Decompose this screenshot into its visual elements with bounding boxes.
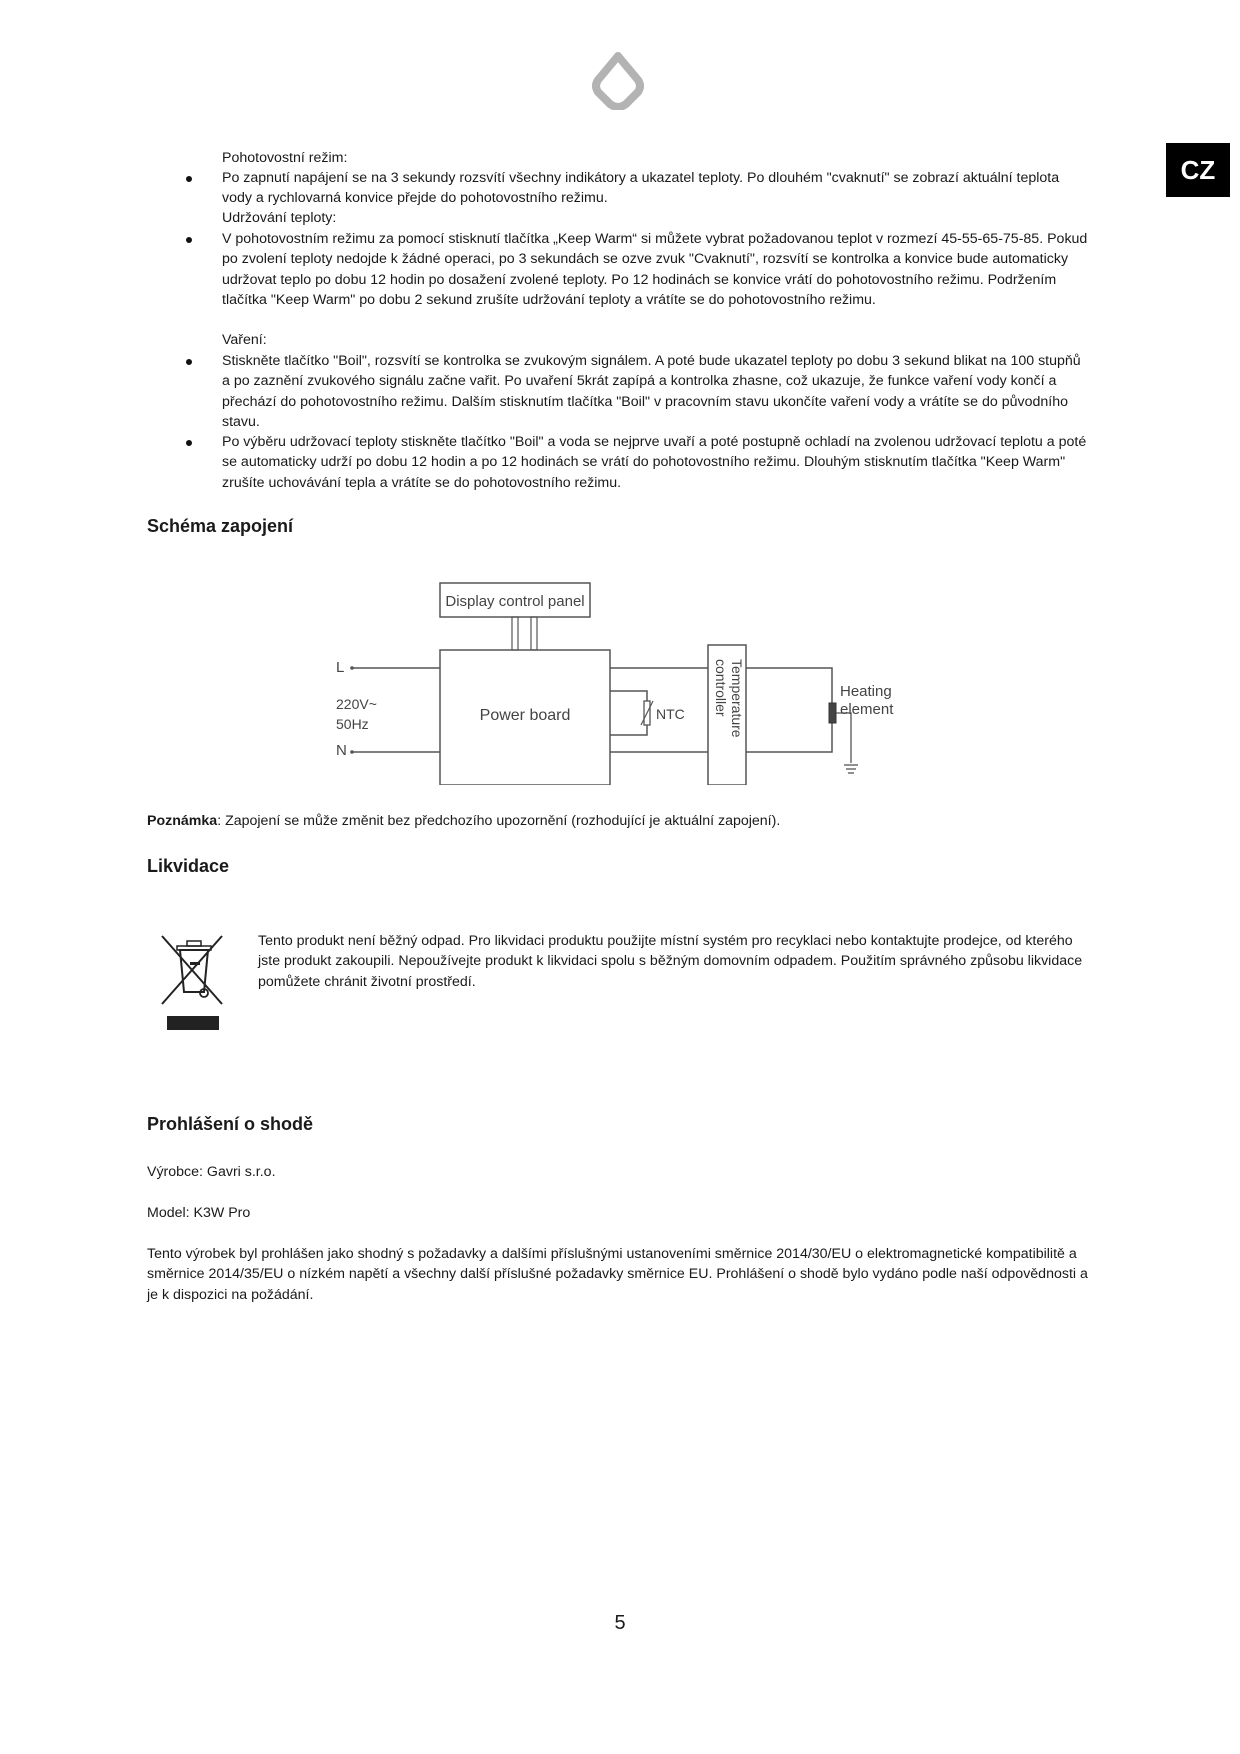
line-label: L [336,659,345,676]
language-badge: CZ [1166,143,1230,197]
wiring-heading: Schéma zapojení [147,516,294,536]
disposal-heading: Likvidace [147,856,230,876]
model: Model: K3W Pro [147,1205,251,1221]
keep-warm-title: Udržování teploty: [222,210,337,226]
conformity-heading: Prohlášení o shodě [147,1114,314,1134]
display-panel-label: Display control panel [445,593,585,610]
wiring-note [147,811,1092,831]
weee-crossed-bin-icon [160,932,225,1032]
brand-logo-icon [592,52,644,110]
note-text: : Zapojení se může změnit bez předchozího upozornění (rozhodující je aktuální zapojení). [217,813,781,829]
ntc-label: NTC [656,706,685,722]
heating-label-2: element [840,701,894,718]
heating-label-1: Heating [840,683,892,700]
wiring-diagram [330,575,920,785]
voltage-label: 220V~ [336,696,377,712]
frequency-label: 50Hz [336,716,369,732]
neutral-label: N [336,742,347,759]
temp-controller-label-2: controller [713,659,729,717]
power-board-label: Power board [479,707,571,724]
bullet-icon [186,176,192,182]
bullet-icon [186,237,192,243]
manufacturer: Výrobce: Gavri s.r.o. [147,1164,276,1180]
temp-controller-label-1: Temperature [729,659,745,738]
boil-title: Vaření: [222,332,267,348]
page-number: 5 [614,1612,626,1634]
conformity-text: Tento výrobek byl prohlášen jako shodný s požadavky a dalšími příslušnými ustanoveními směrnice 2014/30/EU o elektromagnetické kompatibilitě a směrnice 2014/35/EU o nízkém napětí a všechny další příslušné požadavky směrnice EU. Prohlášení o shodě bylo vydáno podle naší odpovědnosti a je k dispozici na požádání. [147,1246,1088,1303]
note-label: Poznámka [147,813,218,829]
bullet-icon [186,440,192,446]
disposal-text: Tento produkt není běžný odpad. Pro likvidaci produktu použijte místní systém pro recyklaci nebo kontaktujte prodejce, od kterého jste produkt zakoupili. Nepoužívejte produkt k likvidaci spolu s běžným domovním odpadem. Použitím správného způsobu likvidace pomůžete chránit životní prostředí. [258,933,1083,990]
standby-title: Pohotovostní režim: [222,150,348,166]
bullet-icon [186,359,192,365]
